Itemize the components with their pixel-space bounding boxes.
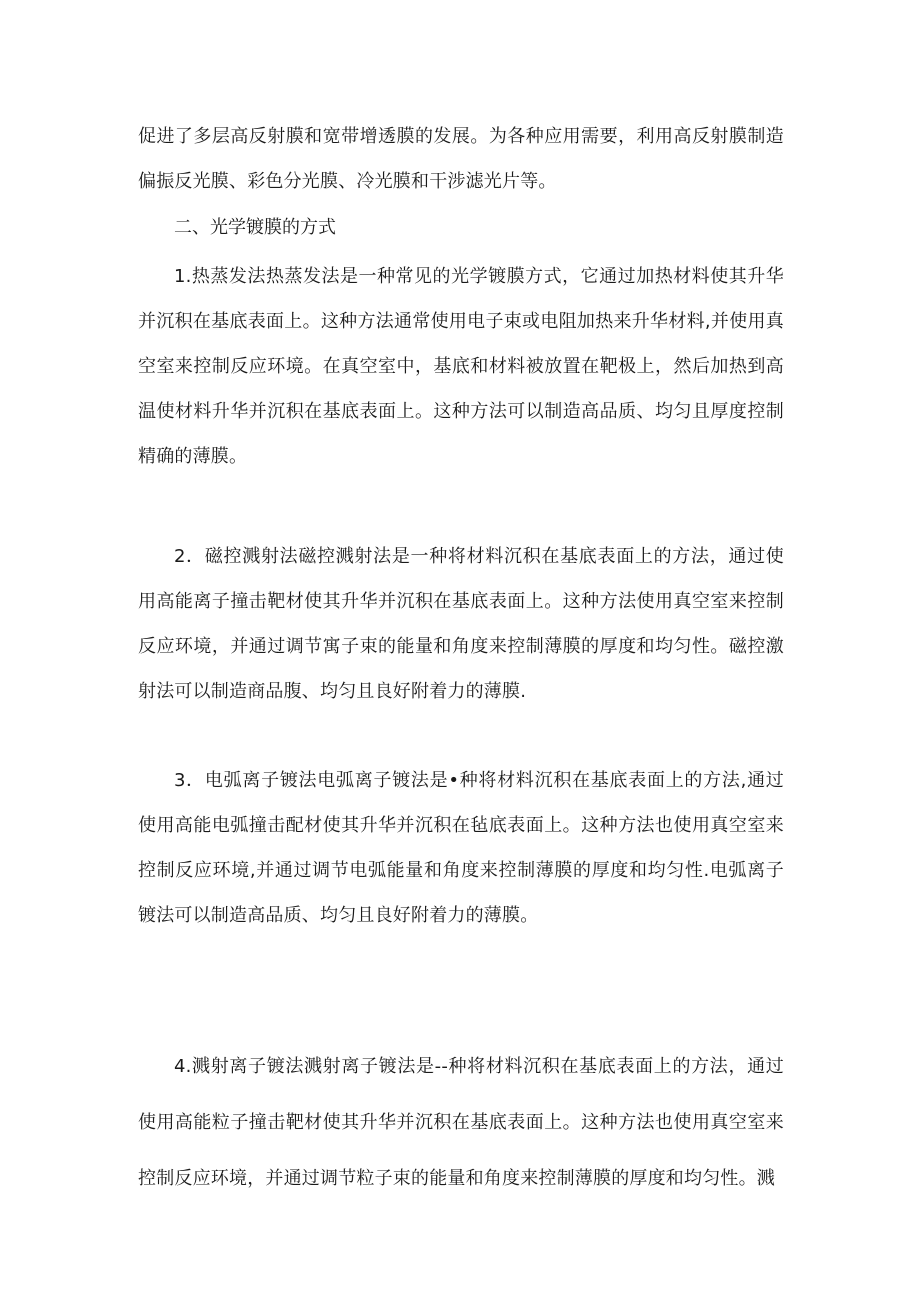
paragraph-arc-ion-plating: 3．电弧离子镀法电弧离子镀法是•种将材料沉积在基底表面上的方法,通过使用高能电弧撞击配材使其升华并沉积在毡底表面上。这种方法也使用真空室来控制反应环境,并通过调节电弧能量和角度来控制薄膜的厚度和均匀性.电弧离子镀法可以制造高品质、均匀且良好附着力的薄膜。 <box>138 770 784 926</box>
section-heading: 二、光学镀膜的方式 <box>174 217 336 238</box>
paragraph-thermal-evaporation: 1.热蒸发法热蒸发法是一种常见的光学镀膜方式，它通过加热材料使其升华并沉积在基底表面上。这种方法通常使用电子束或电阻加热来升华材料,并使用真空室来控制反应环境。在真空室中，基底和材料被放置在靶极上，然后加热到高温使材料升华并沉积在基底表面上。这种方法可以制造高品质、均匀且厚度控制精确的薄膜。 <box>138 266 784 467</box>
paragraph-magnetron-sputtering: 2．磁控溅射法磁控溅射法是一种将材料沉积在基底表面上的方法，通过使用高能离子撞击靶材使其升华并沉积在基底表面上。这种方法使用真空室来控制反应环境，并通过调节寓子束的能量和角度来控制薄膜的厚度和均匀性。磁控激射法可以制造商品腹、均匀且良好附着力的薄膜. <box>138 546 784 702</box>
paragraph-sputter-ion-plating: 4.溅射离子镀法溅射离子镀法是--种将材料沉积在基底表面上的方法，通过使用高能粒子撞击靶材使其升华并沉积在基底表面上。这种方法也使用真空室来控制反应环境，并通过调节粒子束的能量和角度来控制薄膜的厚度和均匀性。溅 <box>138 1056 784 1189</box>
continuation-paragraph: 促进了多层高反射膜和宽带增透膜的发展。为各种应用需要，利用高反射膜制造偏振反光膜、彩色分光膜、冷光膜和干涉滤光片等。 <box>138 126 784 192</box>
